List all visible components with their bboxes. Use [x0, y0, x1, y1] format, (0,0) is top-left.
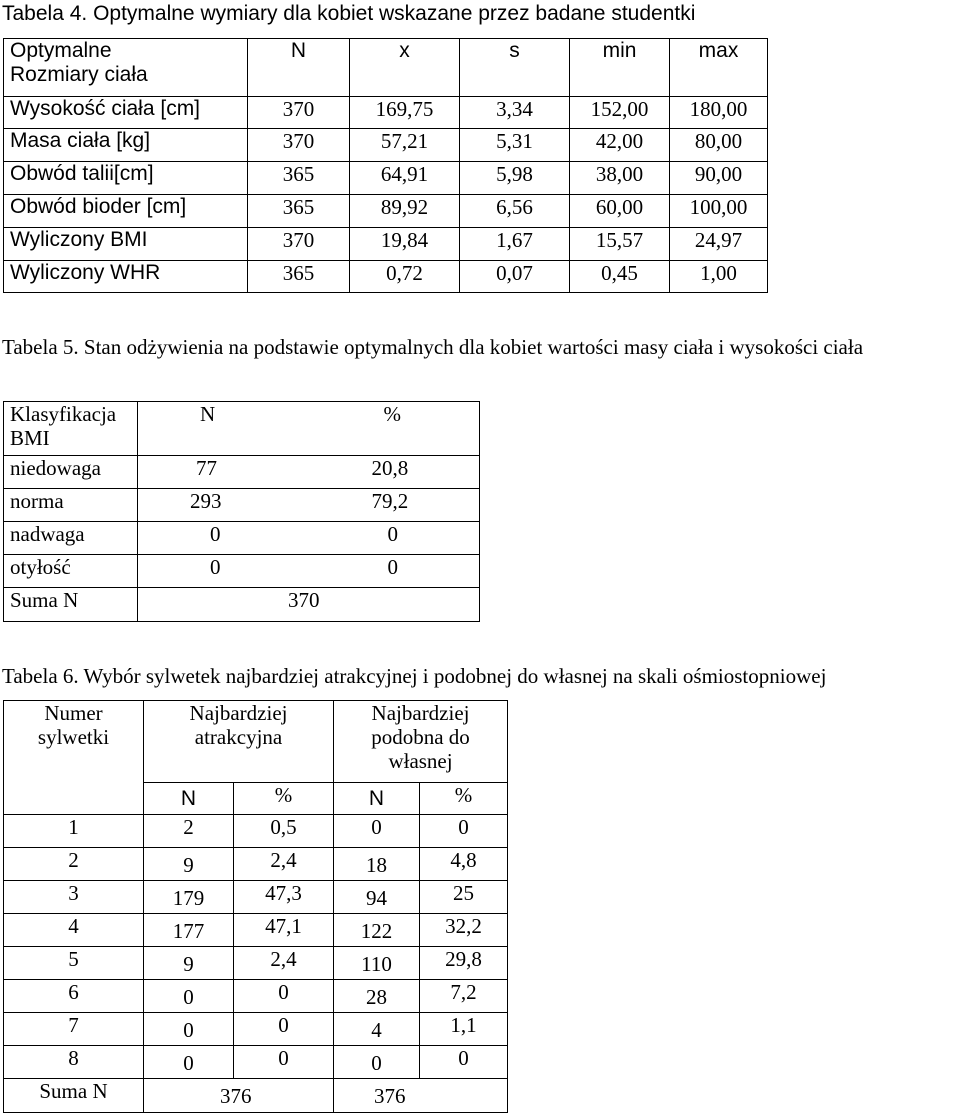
- cell-x: 57,21: [350, 129, 460, 162]
- cell-p-n: 110: [334, 947, 420, 980]
- table-row: [4, 97, 768, 129]
- cell-p-pct: 29,8: [420, 947, 508, 980]
- table5-header-label: [4, 402, 138, 456]
- cell-s: 0,07: [460, 261, 570, 293]
- cell-n: 370: [248, 129, 350, 162]
- table6-header-attractive-line1: Najbardziej: [189, 701, 288, 725]
- cell-a-n: 177: [144, 914, 234, 947]
- cell-max: 24,97: [670, 228, 768, 261]
- cell-p-n: 18: [334, 848, 420, 881]
- table-row: [4, 881, 508, 914]
- cell-x: 0,72: [350, 261, 460, 293]
- table-row: [4, 588, 480, 622]
- cell-a-n: 179: [144, 881, 234, 914]
- cell-p-n: 94: [334, 881, 420, 914]
- table-row: [4, 195, 768, 228]
- cell-a-n: 9: [144, 947, 234, 980]
- cell-num: 6: [4, 980, 144, 1013]
- cell-p-pct: 7,2: [420, 980, 508, 1013]
- table6-header-row: [4, 701, 508, 783]
- table4-header-label: [4, 39, 248, 97]
- table6-sub-a-n: N: [144, 783, 234, 815]
- table6-caption: Tabela 6. Wybór sylwetek najbardziej atrakcyjnej i podobnej do własnej na skali ośmiostopniowej: [2, 664, 827, 688]
- cell-n: 365: [248, 162, 350, 195]
- cell-s: 5,31: [460, 129, 570, 162]
- cell-min: 42,00: [570, 129, 670, 162]
- table-row: [4, 848, 508, 881]
- total-similar: 376: [334, 1079, 508, 1113]
- table-row: [4, 456, 480, 489]
- table4-col-max: max: [670, 39, 768, 97]
- cell-p-pct: 1,1: [420, 1013, 508, 1046]
- total-label: Suma N: [4, 588, 138, 622]
- table5-col-n: N: [138, 402, 308, 456]
- cell-x: 64,91: [350, 162, 460, 195]
- table5-col-pct: %: [308, 402, 480, 456]
- table-row: [4, 489, 480, 522]
- cell-p-pct: 25: [420, 881, 508, 914]
- cell-n: 365: [248, 195, 350, 228]
- cell-max: 180,00: [670, 97, 768, 129]
- cell-n: 370: [248, 228, 350, 261]
- table6: [3, 700, 508, 1113]
- cell-a-pct: 0: [234, 980, 334, 1013]
- cell-p-n: 0: [334, 815, 420, 848]
- cell-n: 77: [138, 456, 308, 489]
- table4-col-s: s: [460, 39, 570, 97]
- cell-a-pct: 0: [234, 1013, 334, 1046]
- cell-num: 7: [4, 1013, 144, 1046]
- table6-header-similar: [334, 701, 508, 783]
- cell-a-pct: 47,3: [234, 881, 334, 914]
- cell-p-pct: 0: [420, 815, 508, 848]
- row-label: Obwód talii[cm]: [4, 162, 248, 195]
- cell-a-n: 2: [144, 815, 234, 848]
- table4-header-label-line1: Optymalne: [10, 39, 112, 62]
- cell-min: 0,45: [570, 261, 670, 293]
- table-row: [4, 162, 768, 195]
- table-row: [4, 522, 480, 555]
- cell-p-n: 122: [334, 914, 420, 947]
- table-row: [4, 1013, 508, 1046]
- table5-header-label-line2: BMI: [10, 426, 50, 450]
- cell-pct: 20,8: [308, 456, 480, 489]
- row-label: norma: [4, 489, 138, 522]
- cell-p-pct: 0: [420, 1046, 508, 1079]
- cell-pct: 0: [308, 522, 480, 555]
- cell-p-pct: 32,2: [420, 914, 508, 947]
- total-value: 370: [138, 588, 480, 622]
- table6-header-attractive-line2: atrakcyjna: [194, 725, 283, 749]
- cell-x: 169,75: [350, 97, 460, 129]
- cell-pct: 79,2: [308, 489, 480, 522]
- table-row: [4, 261, 768, 293]
- cell-x: 89,92: [350, 195, 460, 228]
- row-label: Wyliczony BMI: [4, 228, 248, 261]
- cell-n: 0: [138, 555, 308, 588]
- cell-s: 1,67: [460, 228, 570, 261]
- cell-p-n: 0: [334, 1046, 420, 1079]
- cell-num: 4: [4, 914, 144, 947]
- table5: [3, 401, 480, 622]
- table4-caption: Tabela 4. Optymalne wymiary dla kobiet wskazane przez badane studentki: [2, 2, 696, 25]
- cell-min: 152,00: [570, 97, 670, 129]
- cell-a-pct: 0,5: [234, 815, 334, 848]
- cell-max: 1,00: [670, 261, 768, 293]
- table6-sub-p-n: N: [334, 783, 420, 815]
- total-label: Suma N: [4, 1079, 144, 1113]
- row-label: Wyliczony WHR: [4, 261, 248, 293]
- table4-col-x: x: [350, 39, 460, 97]
- cell-num: 3: [4, 881, 144, 914]
- cell-n: 370: [248, 97, 350, 129]
- cell-n: 365: [248, 261, 350, 293]
- table6-header-attractive: [144, 701, 334, 783]
- cell-num: 8: [4, 1046, 144, 1079]
- row-label: nadwaga: [4, 522, 138, 555]
- row-label: otyłość: [4, 555, 138, 588]
- cell-p-n: 28: [334, 980, 420, 1013]
- total-attractive: 376: [144, 1079, 334, 1113]
- cell-s: 3,34: [460, 97, 570, 129]
- cell-a-pct: 0: [234, 1046, 334, 1079]
- table4: [3, 38, 768, 293]
- table-row: [4, 1079, 508, 1113]
- cell-s: 6,56: [460, 195, 570, 228]
- cell-max: 80,00: [670, 129, 768, 162]
- row-label: Obwód bioder [cm]: [4, 195, 248, 228]
- table5-header-row: [4, 402, 480, 456]
- cell-min: 15,57: [570, 228, 670, 261]
- table6-sub-p-pct: %: [420, 783, 508, 815]
- cell-a-pct: 47,1: [234, 914, 334, 947]
- cell-min: 60,00: [570, 195, 670, 228]
- cell-a-n: 0: [144, 1013, 234, 1046]
- cell-a-pct: 2,4: [234, 947, 334, 980]
- cell-p-pct: 4,8: [420, 848, 508, 881]
- row-label: Masa ciała [kg]: [4, 129, 248, 162]
- cell-num: 1: [4, 815, 144, 848]
- table6-header-num: [4, 701, 144, 815]
- cell-num: 2: [4, 848, 144, 881]
- table4-col-min: min: [570, 39, 670, 97]
- cell-a-n: 0: [144, 980, 234, 1013]
- row-label: niedowaga: [4, 456, 138, 489]
- cell-s: 5,98: [460, 162, 570, 195]
- table6-header-num-line1: Numer: [44, 701, 103, 725]
- cell-p-n: 4: [334, 1013, 420, 1046]
- cell-max: 90,00: [670, 162, 768, 195]
- table-row: [4, 1046, 508, 1079]
- cell-a-n: 0: [144, 1046, 234, 1079]
- table-row: [4, 555, 480, 588]
- cell-n: 0: [138, 522, 308, 555]
- table6-header-similar-line3: własnej: [388, 749, 453, 773]
- table-row: [4, 129, 768, 162]
- cell-a-n: 9: [144, 848, 234, 881]
- cell-num: 5: [4, 947, 144, 980]
- table-row: [4, 228, 768, 261]
- table-row: [4, 980, 508, 1013]
- row-label: Wysokość ciała [cm]: [4, 97, 248, 129]
- table-row: [4, 914, 508, 947]
- table6-header-similar-line2: podobna do: [371, 725, 470, 749]
- cell-a-pct: 2,4: [234, 848, 334, 881]
- cell-n: 293: [138, 489, 308, 522]
- table5-header-label-line1: Klasyfikacja: [10, 402, 117, 426]
- table6-header-similar-line1: Najbardziej: [371, 701, 470, 725]
- cell-min: 38,00: [570, 162, 670, 195]
- table4-header-row: [4, 39, 768, 97]
- table6-sub-a-pct: %: [234, 783, 334, 815]
- table4-col-n: N: [248, 39, 350, 97]
- table6-header-num-line2: sylwetki: [37, 725, 110, 749]
- cell-x: 19,84: [350, 228, 460, 261]
- table-row: [4, 815, 508, 848]
- cell-pct: 0: [308, 555, 480, 588]
- table-row: [4, 947, 508, 980]
- table4-header-label-line2: Rozmiary ciała: [10, 63, 148, 86]
- table5-caption: Tabela 5. Stan odżywienia na podstawie optymalnych dla kobiet wartości masy ciała i wysokości ciała: [2, 335, 864, 359]
- cell-max: 100,00: [670, 195, 768, 228]
